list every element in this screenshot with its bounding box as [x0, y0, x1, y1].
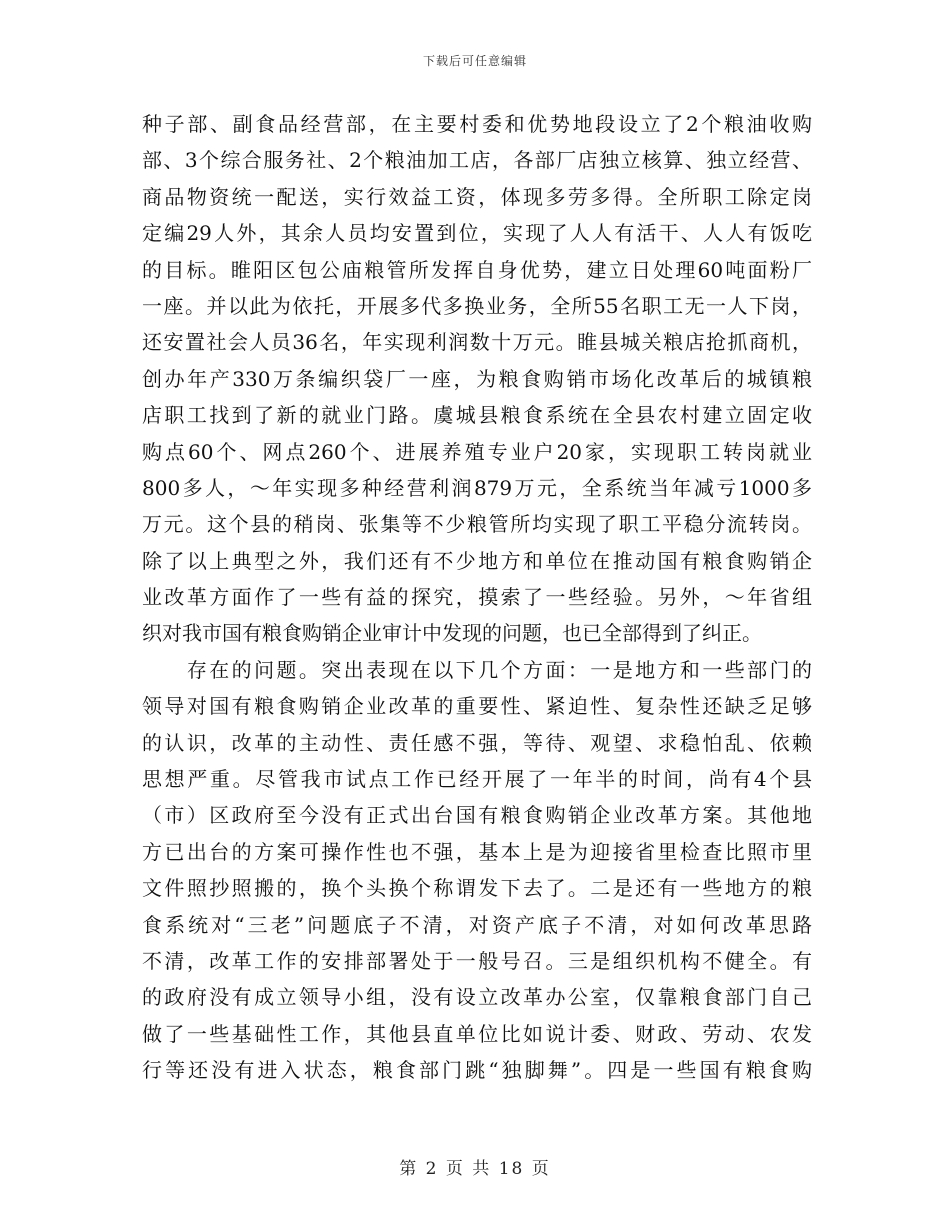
text-line: 的认识，改革的主动性、责任感不强，等待、观望、求稳怕乱、依赖	[142, 730, 812, 755]
text-line: 文件照抄照搬的，换个头换个称谓发下去了。二是还有一些地方的粮	[142, 876, 812, 901]
text-line: 创办年产330万条编织袋厂一座，为粮食购销市场化改革后的城镇粮	[142, 366, 812, 391]
text-line: 思想严重。尽管我市试点工作已经开展了一年半的时间，尚有4个县	[142, 767, 812, 792]
text-line: 不清，改革工作的安排部署处于一般号召。三是组织机构不健全。有	[142, 948, 812, 973]
text-line: 食系统对“三老”问题底子不清，对资产底子不清，对如何改革思路	[142, 912, 812, 937]
text-line: 万元。这个县的稍岗、张集等不少粮管所均实现了职工平稳分流转岗。	[142, 512, 812, 537]
text-line: 店职工找到了新的就业门路。虞城县粮食系统在全县农村建立固定收	[142, 403, 812, 428]
text-line: 购点60个、网点260个、进展养殖专业户20家，实现职工转岗就业	[142, 439, 812, 464]
text-line: 做了一些基础性工作，其他县直单位比如说计委、财政、劳动、农发	[142, 1021, 812, 1046]
text-line: 业改革方面作了一些有益的探究，摸索了一些经验。另外，～年省组	[142, 585, 812, 610]
page-number: 第 2 页 共 18 页	[399, 1159, 551, 1179]
text-line: 的政府没有成立领导小组，没有设立改革办公室，仅靠粮食部门自己	[142, 985, 812, 1010]
text-line: 定编29人外，其余人员均安置到位，实现了人人有活干、人人有饭吃	[142, 221, 812, 246]
text-line: 还安置社会人员36名，年实现利润数十万元。睢县城关粮店抢抓商机，	[142, 330, 812, 355]
text-line: 领导对国有粮食购销企业改革的重要性、紧迫性、复杂性还缺乏足够	[142, 694, 812, 719]
text-line: 方已出台的方案可操作性也不强，基本上是为迎接省里检查比照市里	[142, 839, 812, 864]
text-line: 行等还没有进入状态，粮食部门跳“独脚舞”。四是一些国有粮食购	[142, 1058, 812, 1083]
text-line: 的目标。睢阳区包公庙粮管所发挥自身优势，建立日处理60吨面粉厂	[142, 257, 812, 282]
paragraph-2	[142, 652, 812, 1089]
text-line: 商品物资统一配送，实行效益工资，体现多劳多得。全所职工除定岗	[142, 184, 812, 209]
page-header: 下载后可任意编辑	[422, 54, 527, 68]
paragraph-1	[142, 106, 812, 652]
text-line: 800多人，～年实现多种经营利润879万元，全系统当年减亏1000多	[142, 475, 812, 500]
text-line: 除了以上典型之外，我们还有不少地方和单位在推动国有粮食购销企	[142, 548, 812, 573]
text-line: 一座。并以此为依托，开展多代多换业务，全所55名职工无一人下岗，	[142, 293, 812, 318]
text-line: 存在的问题。突出表现在以下几个方面：一是地方和一些部门的	[142, 657, 812, 682]
text-line: 织对我市国有粮食购销企业审计中发现的问题，也已全部得到了纠正。	[142, 621, 762, 646]
document-body	[142, 106, 812, 1089]
text-line: 部、3个综合服务社、2个粮油加工店，各部厂店独立核算、独立经营、	[142, 148, 812, 173]
text-line: 种子部、副食品经营部，在主要村委和优势地段设立了2个粮油收购	[142, 112, 812, 136]
text-line: （市）区政府至今没有正式出台国有粮食购销企业改革方案。其他地	[142, 803, 812, 828]
